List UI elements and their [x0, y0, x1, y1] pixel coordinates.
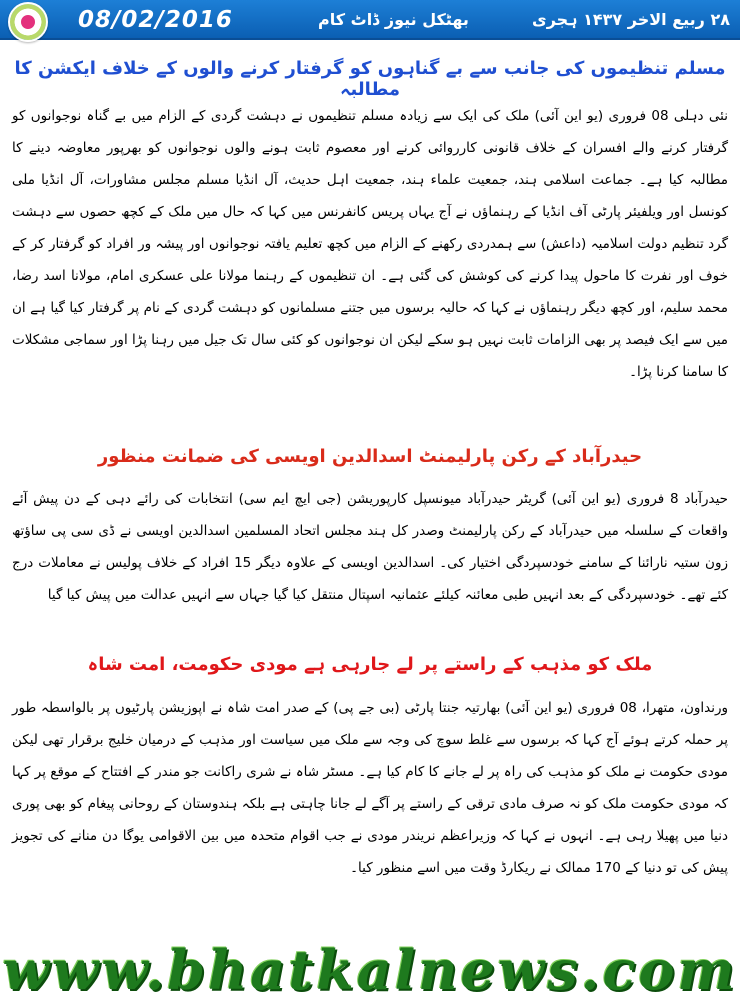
article-3-headline: ملک کو مذہب کے راستے پر لے جارہی ہے مودی حکومت، امت شاہ [87, 654, 653, 675]
article-3-body: ورنداون، متھرا، 08 فروری (یو این آئی) بھارتیہ جنتا پارٹی (بی جے پی) کے صدر امت شاہ نے اپوزیشن پارٹیوں پر بالواسطہ طور پر حملہ کرتے ہوئے آج کہا کہ برسوں سے غلط سوچ کی وجہ سے ملک میں سیاست اور مذہب کے درمیان خلیج برقرار تھی لیکن مودی حکومت نے ملک کو مذہب کی راہ پر لے جانے کا کام کیا ہے۔ مسٹر شاہ نے شری راکانت جو مندر کے افتتاح کے موقع پر کہا کہ مودی حکومت ملک کو نہ صرف مادی ترقی کے راستے پر آگے لے جانا چاہتی ہے بلکہ ہندوستان کے روحانی پیغام کو بھی پوری دنیا میں پھیلا رہی ہے۔ انہوں نے کہا کہ وزیراعظم نریندر مودی نے جب اقوام متحدہ میں بین الاقوامی یوگا دن منانے کی تجویز پیش کی تو دنیا کے 170 ممالک نے ریکارڈ وقت میں اسے منظور کیا۔ [12, 700, 729, 876]
article-2-body: حیدرآباد 8 فروری (یو این آئی) گریٹر حیدرآباد میونسپل کارپوریشن (جی ایچ ایم سی) انتخابات کی رائے دہی کے دن پیش آئے واقعات کے سلسلہ میں حیدرآباد کے رکن پارلیمنٹ وصدر کل ہند مجلس اتحاد المسلمین اسدالدین اویسی نے ڈی سی پی ساؤتھ زون ستیہ نارائنا کے سامنے خودسپردگی اختیار کی۔ اسدالدین اویسی کے علاوہ دیگر 15 افراد کے خلاف پولیس نے معاملات درج کئے تھے۔ خودسپردگی کے بعد انہیں طبی معائنہ کیلئے عثمانیہ اسپتال منتقل کیا گیا جہاں سے انہیں عدالت میں پیش کیا گیا [12, 491, 728, 603]
article-1-body: نئی دہلی 08 فروری (یو این آئی) ملک کی ایک سے زیادہ مسلم تنظیموں نے دہشت گردی کے الزام میں بے گناہ نوجوانوں کو گرفتار کرنے والے افسران کے خلاف قانونی کارروائی کرنے اور معصوم ثابت ہونے والوں نوجوانوں کو بھرپور معاوضہ دینے کا مطالبہ کیا ہے۔ جماعت اسلامی ہند، جمعیت علماء ہند، جمعیت اہل حدیث، آل انڈیا مسلم مجلس مشاورات، آل انڈیا ملی کونسل اور ویلفیئر پارٹی آف انڈیا کے رہنماؤں نے آج یہاں پریس کانفرنس میں کہا کہ حال میں ملک کے کچھ حصوں سے دہشت گرد تنظیم دولت اسلامیہ (داعش) سے ہمدردی رکھنے کے الزام میں کچھ تعلیم یافتہ نوجوانوں اور پیشہ ور افراد کو گرفتار کر کے خوف اور نفرت کا ماحول پیدا کرنے کی کوشش کی گئی ہے۔ ان تنظیموں کے رہنما مولانا علی عسکری امام، مولانا اسد رضا، محمد سلیم، اور کچھ دیگر رہنماؤں نے کہا کہ حالیہ برسوں میں جتنے مسلمانوں کو دہشت گردی کے نام پر گرفتار کیا گیا ہے ان میں سے ایک فیصد پر بھی الزامات ثابت نہیں ہو سکے لیکن ان نوجوانوں کو کئی سال تک جیل میں رہنا پڑا اور سماجی مشکلات کا سامنا کرنا پڑا۔ [12, 108, 728, 380]
logo-center [19, 13, 37, 31]
header-site-name: بھٹکل نیوز ڈاٹ کام [318, 10, 469, 29]
header-bar [0, 0, 740, 40]
header-date: 08/02/2016 [78, 7, 233, 33]
footer-website-url[interactable]: www.bhatkalnews.com [2, 938, 738, 1000]
bhatkalnews-logo-icon[interactable] [8, 2, 48, 42]
article-1-headline: مسلم تنظیموں کی جانب سے بے گناہوں کو گرفتار کرنے والوں کے خلاف ایکشن کا مطالبہ [14, 58, 726, 100]
article-2-headline: حیدرآباد کے رکن پارلیمنٹ اسدالدین اویسی کی ضمانت منظور [97, 446, 643, 467]
header-hijri-date: ۲۸ ربیع الاخر ۱۴۳۷ ہجری [532, 10, 730, 29]
